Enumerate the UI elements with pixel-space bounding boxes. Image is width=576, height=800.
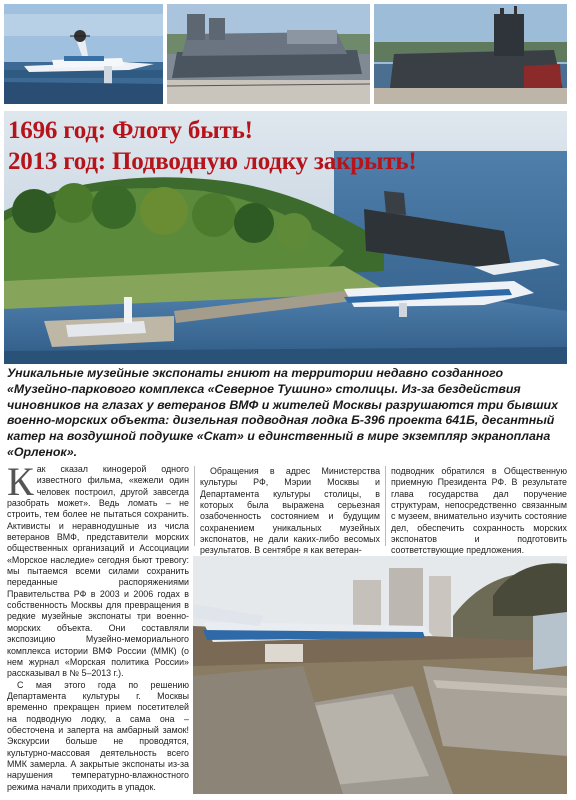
- column-divider-1: [194, 466, 195, 546]
- submarine-image: [374, 4, 567, 104]
- body-column-2: [200, 466, 380, 557]
- top-photo-hovercraft: [167, 4, 370, 104]
- body-column-1: [7, 459, 189, 793]
- column-divider-2: [385, 466, 386, 546]
- construction-site-image: [193, 556, 567, 794]
- top-photo-submarine: [374, 4, 567, 104]
- col1-paragraph-2: С мая этого года по решению Департамента культуры г. Москвы временно прекращен прием посетителей на подводную лодку, а сама она – обесточена и заперта на амбарный замок! Экскурсии больше не проводятся, культурно-массовая деятельность всего ММК замерла. А закрытые экспонаты из-за нарушения температурно-влажностного режима начали приходить в упадок.: [7, 679, 189, 792]
- drop-cap: К: [7, 459, 34, 504]
- hovercraft-image: [167, 4, 370, 104]
- headline-line-1: 1696 год: Флоту быть!: [8, 117, 253, 144]
- col2-paragraph-1: Обращения в адрес Министерства культуры РФ, Мэрии Москвы и Департамента культуры столицы, в которых была выражена серьезная озабоченность состоянием и будущим сохранением уникальных музейных экспонатов, не дали каких-либо весомых результатов. В сентябре я как ветеран-: [200, 466, 380, 556]
- body-column-3: [391, 466, 567, 557]
- col1-paragraph-1: ак сказал кинogeрой одного известного фильма, «кежели один человек построил, другой завсегда разобрать может». Ведь ломать – не строить, тем более не пытаться сохранить. Активисты и неравнодушные из числа ветеранов ВМФ, представители морских общественных организаций и Ассоциации «Морское наследие» сегодня бьют тревогу: мы пытаемся всеми силами сохранить переданные распоряжениями Правительства РФ в 2003 и 2006 годах в собственность Москвы для превращения в редкие музейные экспонаты три военно-морских объекта. Они составляли экспозицию Музейно-мемориального комплекса истории ВМФ России (ММК) (о нем журнал «Морская политика России» рассказывал в № 5–2013 г.).: [7, 464, 189, 679]
- col3-paragraph-1: подводник обратился в Общественную приемную Президента РФ. В результате глава государства дал поручение структурам, непосредственно связанным с музеем, внимательно изучить состояние дел, обеспечить сохранность морских экспонатов и подготовить соответствующие предложения.: [391, 466, 567, 556]
- ekranoplan-image: [4, 4, 163, 104]
- lead-paragraph: Уникальные музейные экспонаты гниют на территории недавно созданного «Музейно-паркового комплекса «Северное Тушино» столицы. Из-за бездействия чиновников на глазах у ветеранов ВМФ и жителей Москвы разрушаются три бывших военно-морских объекта: дизельная подводная лодка Б-396 проекта 641Б, десантный катер на воздушной подушке «Скат» и единственный в мире экземпляр экраноплана «Орленок».: [7, 366, 558, 459]
- headline-line-2: 2013 год: Подводную лодку закрыть!: [8, 148, 417, 175]
- bottom-construction-photo: [193, 556, 567, 794]
- top-photo-ekranoplan: [4, 4, 163, 104]
